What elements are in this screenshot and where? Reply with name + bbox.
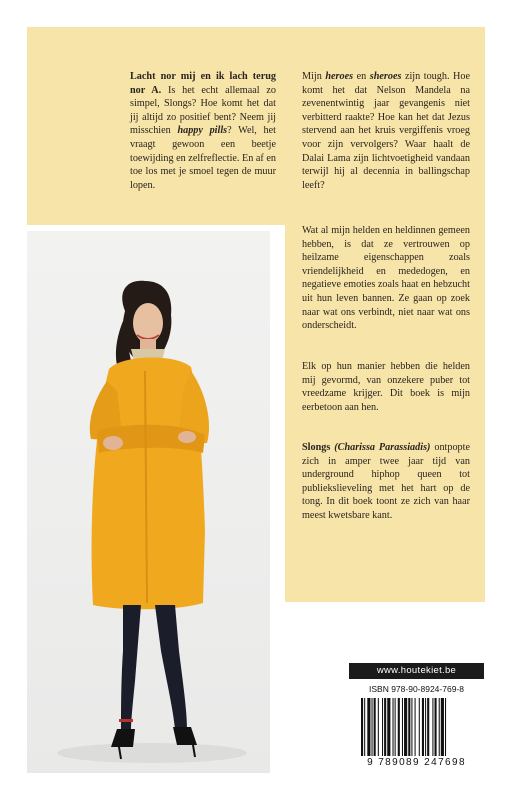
barcode-bar: [404, 698, 407, 756]
shaped-paragraph: Elk op hun manier hebben die helden mij gevormd, van onzekere puber tot vreedzame krijger. Dit boek is mijn eerbetoon aan hen.: [302, 361, 470, 413]
author-real-name: (Charissa Parassiadis): [334, 442, 431, 453]
barcode-bar: [387, 698, 390, 756]
barcode-bar: [419, 698, 420, 756]
barcode-bars: [361, 698, 475, 756]
barcode-bar: [364, 698, 365, 756]
isbn-label: ISBN 978-90-8924-769-8: [369, 684, 464, 694]
barcode-bar: [411, 698, 412, 756]
heroes-word: heroes: [325, 71, 354, 82]
barcode-bar: [427, 698, 429, 756]
heroes-and: en: [353, 71, 370, 82]
author-portrait-illustration: [27, 231, 270, 773]
barcode-bar: [372, 698, 373, 756]
heroes-rest: zijn tough. Hoe komt het dat Nelson Mandela na zevenentwintig jaar gevangenis niet verbitterd raakte? Hoe kan het dat Jezus stervend aan het kruis vergiffenis vroeg voor zijn vervolgers? Waar haalt de Dalai Lama zijn lichtvoetigheid vandaan terwijl hij al decennia in ballingschap leeft?: [302, 71, 470, 191]
barcode-digits: 9 789089 247698: [367, 757, 466, 768]
sheroes-word: sheroes: [369, 71, 402, 82]
lead-text: Is het echt allemaal zo simpel, Slongs? Hoe komt het dat jij altijd zo positief bent? Neem jij misschien: [130, 84, 276, 137]
lead-intro: Lacht nor mij en ik lach terug nor A.: [130, 71, 276, 96]
barcode-bar: [425, 698, 426, 756]
lead-text-end: ? Wel, het vraagt gewoon een beetje toewijding en zelfreflectie. En af en toe los met je smoel tegen de muur lopen.: [130, 125, 276, 191]
heroes-paragraph: [302, 70, 470, 192]
author-name: Slongs: [302, 442, 331, 453]
barcode-bar: [398, 698, 400, 756]
barcode-bar: [422, 698, 424, 756]
barcode-bar: [374, 698, 376, 756]
barcode-bar: [435, 698, 437, 756]
publisher-url: www.houtekiet.be: [349, 663, 484, 679]
barcode-bar: [439, 698, 440, 756]
barcode-bar: [441, 698, 444, 756]
barcode-bar: [408, 698, 410, 756]
barcode-bar: [382, 698, 383, 756]
barcode-bar: [402, 698, 403, 756]
lead-paragraph: [130, 70, 276, 192]
author-photo: [27, 231, 270, 773]
barcode-bar: [361, 698, 363, 756]
lead-happy-pills: happy pills: [177, 125, 228, 137]
barcode-bar: [432, 698, 433, 756]
barcode: [349, 681, 484, 774]
barcode-bar: [415, 698, 416, 756]
barcode-bar: [384, 698, 386, 756]
author-paragraph: [302, 441, 470, 523]
barcode-bar: [395, 698, 396, 756]
barcode-bar: [445, 698, 446, 756]
common-paragraph: Wat al mijn helden en heldinnen gemeen hebben, is dat ze vertrouwen op heilzame eigenschappen zoals vriendelijkheid en mededogen, en negatieve emoties zoals haat en hebzucht uit hun leven bannen. Ze gaan op zoek naar wat ons verbindt, niet naar wat ons onderscheidt.: [302, 225, 470, 332]
barcode-bar: [367, 698, 370, 756]
barcode-bar: [378, 698, 379, 756]
barcode-bar: [393, 698, 394, 756]
author-bio: ontpopte zich in amper twee jaar tijd van underground hiphop queen tot publiekslieveling met het hart op de tong. In dit boek toont ze zich van haar meest kwetsbare kant.: [302, 442, 471, 521]
heroes-start: Mijn: [302, 71, 326, 82]
